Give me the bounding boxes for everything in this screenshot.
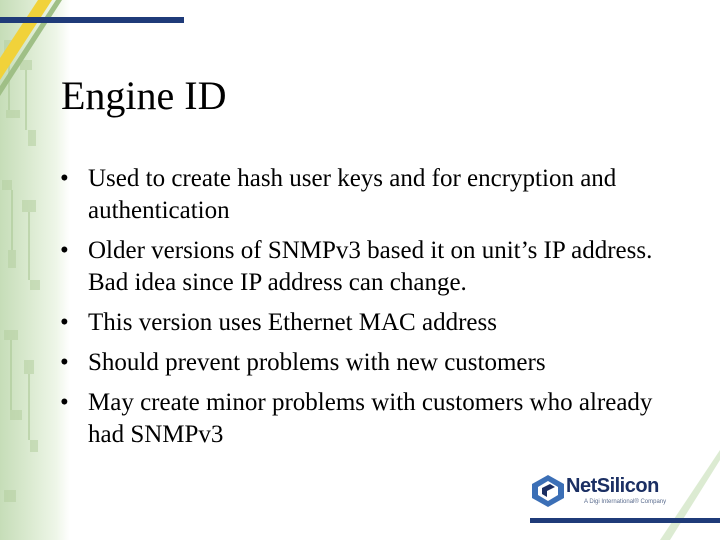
bullet-item (60, 235, 660, 299)
logo-wordmark: NetSilicon (566, 475, 659, 497)
bullet-glyph: • (60, 309, 69, 336)
bottom-accent-bar (530, 518, 720, 523)
bullet-item (60, 307, 660, 339)
bullet-item (60, 347, 660, 379)
bullet-text: This version uses Ethernet MAC address (88, 309, 497, 336)
netsilicon-logo-icon (528, 472, 568, 512)
bullet-glyph: • (60, 165, 69, 192)
top-accent-bar (0, 17, 184, 23)
bullet-text: May create minor problems with customers who already had SNMPv3 (88, 389, 653, 448)
bullet-text: Used to create hash user keys and for encryption and authentication (88, 165, 617, 224)
bullet-text: Should prevent problems with new customers (88, 349, 546, 376)
bullet-text: Older versions of SNMPv3 based it on unit’s IP address. Bad idea since IP address can change. (88, 237, 653, 296)
slide-title: Engine ID (61, 73, 227, 118)
bullet-glyph: • (60, 349, 69, 376)
bullet-item (60, 163, 660, 227)
bullet-list (60, 163, 660, 459)
bullet-item (60, 387, 660, 451)
bullet-glyph: • (60, 237, 69, 264)
logo-tagline: A Digi International® Company (584, 499, 667, 505)
netsilicon-logo (528, 472, 678, 514)
bullet-glyph: • (60, 389, 69, 416)
